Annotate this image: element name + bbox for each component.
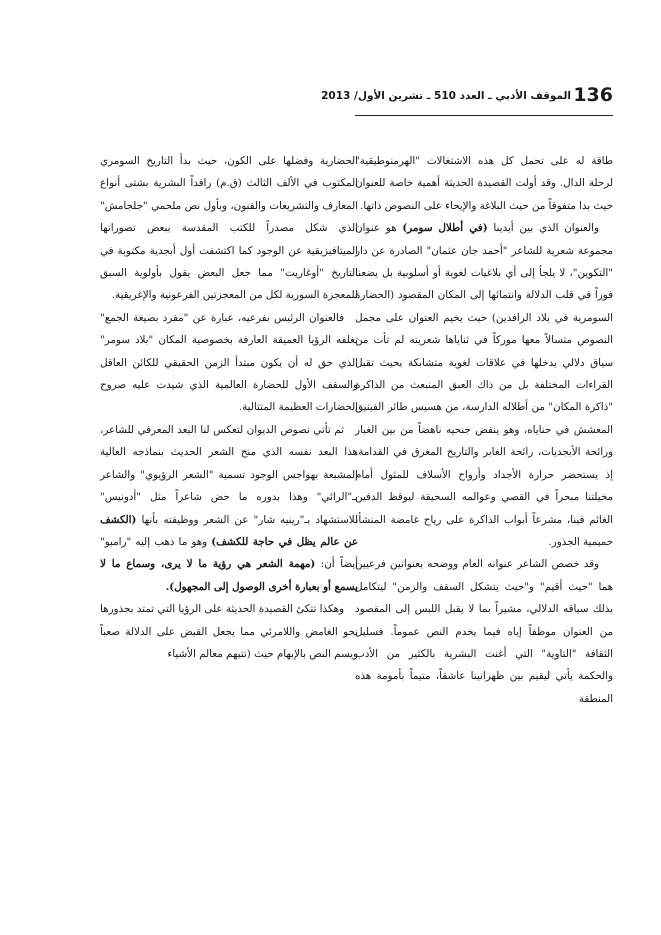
book-title: (في أطلال سومر) xyxy=(402,222,488,235)
paragraph xyxy=(100,419,358,598)
paragraph-text: وهو ما ذهب إليه "رامبو" أيضاً أن: xyxy=(100,535,358,571)
page-number: 136 xyxy=(573,84,613,106)
running-title: الموقف الأدبي ـ العدد 510 ـ تشرين الأول/ 2013 xyxy=(321,90,571,102)
paragraph: وهكذا تتكئ القصيدة الحديثة على الرؤيا التي تمتد بجذورها نحو الغامض واللامرئي مما يجعل القبض على الدلالة صعباً ويسم النص بالإبهام حيث (تتبهم معالم الأشياء xyxy=(100,603,358,660)
page-header xyxy=(321,82,613,116)
paragraph: وقد خصص الشاعر عنوانه العام ووضحه بعنوانين فرعيين هما "حيث أقيم" و"حيث يتشكل السقف والزمن" ليتكامل بذلك سياقه الدلالي، مشيراً بما لا يقبل اللبس إلى المقصود من العنوان موظفاً إياه فيما يخدم النص عموماً. فسليل الثقافة "التاوية" التي أغنت البشرية بالكثير من الأدب والحكمة يأتي ليقيم بين ظهرانينا عاشقاً، متيماً بأمومة هذه المنطقة xyxy=(355,558,613,705)
quote-bold: (مهمة الشعر هي رؤية ما لا يرى، وسماع ما لا يسمع أو بعبارة أخرى الوصول إلى المجهول). xyxy=(100,558,358,593)
paragraph: طاقة له على تحمل كل هذه الاشتغالات "الهرمنوطيقية" لرحلة الدال. وقد أولت القصيدة الحديثة أهمية خاصة للعنوان حيث بدا متفوقاً من حيث البلاغة والإيحاء على النصوص ذاتها. xyxy=(355,155,613,212)
left-column xyxy=(100,150,358,665)
paragraph-text: ثم تأتي نصوص الديوان لتعكس لنا البعد المعرفي للشاعر، هذا البعد نفسه الذي منح الشعر الحديث بنماذجه العالية المشبعة بهواجس الوجود تسمية "الشعر الرؤيوي" والشاعر بـ"الرائي" وهذا بدوره ما حض شاعراً مثل "أدونيس" للاستشهاد بـ"رينيه شار" عن الشعر ووظيفته بأنها xyxy=(100,423,358,526)
paragraph-text: والعنوان الذي بين أيدينا xyxy=(487,222,599,235)
paragraph-text: هو عنوان مجموعة شعرية للشاعر "أحمد جان عثمان" الصادرة عن دار "التكوين"، لا يلجأ إلى أي بلاغيات لغوية أو أسلوبية بل يضعنا فوراً في قلب الدلالة وانتمائها إلى المكان المقصود (الحضارة السومرية في بلاد الرافدين) حيث يخيم العنوان على مجمل النصوص متسالاً معها موركاً في ثناياها شعريته لم تأت من سياق دلالي يدخلها في علاقات لغوية متشابكة بحيث تقبل القراءات المختلفة بل من ذاك العبق المنبعث من الذاكرة "ذاكرة المكان" من أطلاله الدارسة، من هسيس طائر الفينيق المعشش في حناياه، وهو ينفض جنحيه ناهضاً من بين الغبار ورائحة الأبجديات، رائحة الغابر والتاريخ المغرق في القدامة. إذ يستحضر حرارة الأجداد وأرواح الأسلاف للمثول أمام مخيلتنا مبحراً في القصي وعوالمه السحيقة ليوقظ الدفين الغائم فينا، مشرعاً أبواب الذاكرة على رياح غامضة المنشأ، حميمية الجذور. xyxy=(355,222,613,548)
paragraph xyxy=(355,217,613,553)
quote-bold: (الكشف عن عالم يظل في حاجة للكشف) xyxy=(100,513,358,548)
paragraph: الحضارية وفضلها على الكون، حيث بدأ التاريخ السومري المكتوب في الألف الثالث (ق.م) رافداً البشرية بشتى أنواع المعارف والتشريعات والفنون، وبأول نص ملحمي "جلجامش" الذي شكل مصدراً للكتب المقدسة ببعض تصوراتها الميتافيزيقية عن الوجود كما اكتشفت أول أبجدية مكتوبة في التاريخ "أوغاريت" مما جعل البعض يقول بأولوية السبق للمعجزة السورية لكل من المعجزتين الفرعونية والإغريقية. xyxy=(100,155,358,302)
header-rule xyxy=(355,115,613,116)
paragraph: فالعنوان الرئيس بفرعيه، عبارة عن "مفرد بصيغة الجمع" تغلفه الرؤيا العميقة العارفة بخصوصية المكان "بلاد سومر" الذي حق له أن يكون مبتدأ الزمن الحقيقي للكائن العاقل والسقف الأول للحضارة العالمية الذي شيدت عليه صروح الحضارات العظيمة المتتالية. xyxy=(100,311,358,414)
right-column xyxy=(355,150,613,710)
